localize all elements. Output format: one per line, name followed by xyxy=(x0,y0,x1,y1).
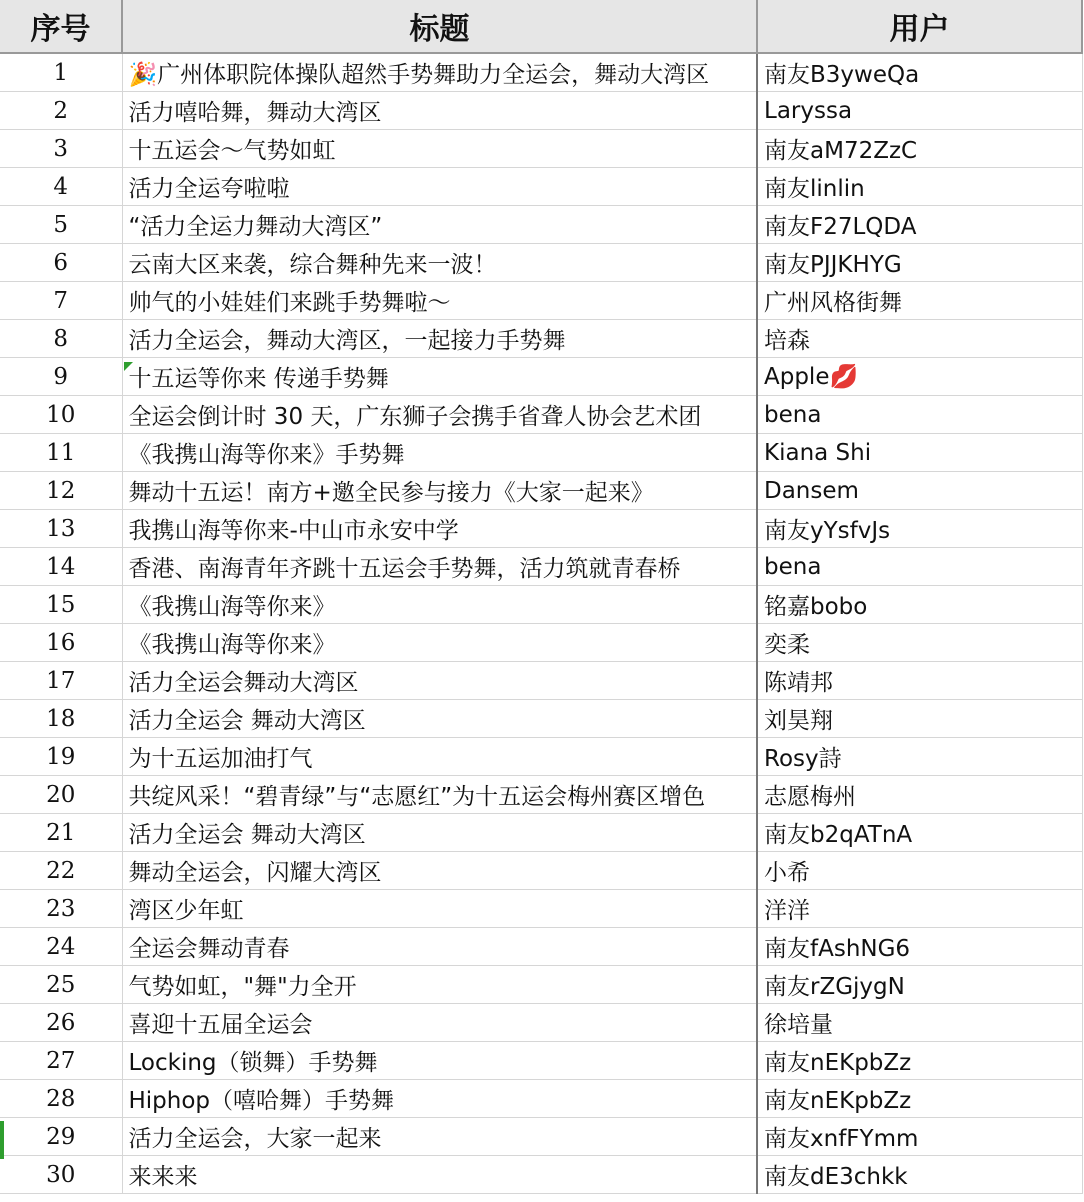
table-row[interactable] xyxy=(0,776,1082,814)
table-body xyxy=(0,53,1082,1194)
table-row[interactable] xyxy=(0,510,1082,548)
index-cell[interactable]: 26 xyxy=(0,1004,122,1042)
title-cell[interactable]: 气势如虹，"舞"力全开 xyxy=(122,966,757,1004)
table-row[interactable] xyxy=(0,92,1082,130)
table-row[interactable] xyxy=(0,53,1082,92)
index-cell[interactable]: 1 xyxy=(0,53,122,92)
table-row[interactable] xyxy=(0,738,1082,776)
title-cell[interactable]: 十五运等你来 传递手势舞 xyxy=(122,358,757,396)
index-cell[interactable]: 17 xyxy=(0,662,122,700)
title-cell[interactable]: 《我携山海等你来》 xyxy=(122,586,757,624)
header-title[interactable]: 标题 xyxy=(122,0,757,53)
user-cell[interactable]: 南友B3yweQa xyxy=(757,53,1082,92)
title-cell[interactable]: “活力全运力舞动大湾区” xyxy=(122,206,757,244)
user-cell[interactable]: 南友nEKpbZz xyxy=(757,1042,1082,1080)
table-row[interactable] xyxy=(0,396,1082,434)
index-cell[interactable]: 5 xyxy=(0,206,122,244)
user-cell[interactable]: 南友dE3chkk xyxy=(757,1156,1082,1194)
table-row[interactable] xyxy=(0,890,1082,928)
table-row[interactable] xyxy=(0,434,1082,472)
index-cell[interactable]: 2 xyxy=(0,92,122,130)
title-cell[interactable]: 来来来 xyxy=(122,1156,757,1194)
index-cell[interactable]: 10 xyxy=(0,396,122,434)
user-cell[interactable]: 南友linlin xyxy=(757,168,1082,206)
index-cell[interactable]: 18 xyxy=(0,700,122,738)
index-cell[interactable]: 12 xyxy=(0,472,122,510)
user-cell[interactable]: 奕柔 xyxy=(757,624,1082,662)
user-cell[interactable]: 南友F27LQDA xyxy=(757,206,1082,244)
table-row[interactable] xyxy=(0,624,1082,662)
title-cell[interactable]: 舞动全运会，闪耀大湾区 xyxy=(122,852,757,890)
user-cell[interactable]: 徐培量 xyxy=(757,1004,1082,1042)
title-cell[interactable]: 香港、南海青年齐跳十五运会手势舞，活力筑就青春桥 xyxy=(122,548,757,586)
user-cell[interactable]: 培森 xyxy=(757,320,1082,358)
table-row[interactable] xyxy=(0,130,1082,168)
title-cell[interactable]: Locking（锁舞）手势舞 xyxy=(122,1042,757,1080)
user-cell[interactable]: 南友b2qATnA xyxy=(757,814,1082,852)
title-cell[interactable]: 十五运会～气势如虹 xyxy=(122,130,757,168)
cell-comment-indicator[interactable] xyxy=(124,362,133,371)
user-cell[interactable]: 南友nEKpbZz xyxy=(757,1080,1082,1118)
title-cell[interactable]: Hiphop（嘻哈舞）手势舞 xyxy=(122,1080,757,1118)
title-cell[interactable]: 共绽风采！“碧青绿”与“志愿红”为十五运会梅州赛区增色 xyxy=(122,776,757,814)
title-cell[interactable]: 帅气的小娃娃们来跳手势舞啦～ xyxy=(122,282,757,320)
title-cell[interactable]: 全运会倒计时 30 天，广东狮子会携手省聋人协会艺术团 xyxy=(122,396,757,434)
user-cell[interactable]: Apple💋 xyxy=(757,358,1082,396)
user-cell[interactable]: bena xyxy=(757,396,1082,434)
user-cell[interactable]: Rosy詩 xyxy=(757,738,1082,776)
index-cell[interactable]: 22 xyxy=(0,852,122,890)
header-index[interactable]: 序号 xyxy=(0,0,122,53)
title-cell[interactable]: 活力全运会，大家一起来 xyxy=(122,1118,757,1156)
table-row[interactable] xyxy=(0,320,1082,358)
index-cell[interactable]: 20 xyxy=(0,776,122,814)
table-row[interactable] xyxy=(0,1042,1082,1080)
table-row[interactable] xyxy=(0,1080,1082,1118)
index-cell[interactable]: 29 xyxy=(0,1118,122,1156)
table-row[interactable] xyxy=(0,168,1082,206)
index-cell[interactable]: 9 xyxy=(0,358,122,396)
header-user[interactable]: 用户 xyxy=(757,0,1082,53)
title-cell[interactable]: 活力全运会 舞动大湾区 xyxy=(122,814,757,852)
index-cell[interactable]: 30 xyxy=(0,1156,122,1194)
title-cell[interactable]: 全运会舞动青春 xyxy=(122,928,757,966)
header-row xyxy=(0,0,1082,53)
table-row[interactable] xyxy=(0,244,1082,282)
title-cell[interactable]: 为十五运加油打气 xyxy=(122,738,757,776)
user-cell[interactable]: 广州风格街舞 xyxy=(757,282,1082,320)
user-cell[interactable]: 南友PJJKHYG xyxy=(757,244,1082,282)
user-cell[interactable]: Dansem xyxy=(757,472,1082,510)
user-cell[interactable]: Laryssa xyxy=(757,92,1082,130)
index-cell[interactable]: 13 xyxy=(0,510,122,548)
user-cell[interactable]: 铭嘉bobo xyxy=(757,586,1082,624)
title-cell[interactable]: 云南大区来袭，综合舞种先来一波！ xyxy=(122,244,757,282)
user-cell[interactable]: Kiana Shi xyxy=(757,434,1082,472)
index-cell[interactable]: 3 xyxy=(0,130,122,168)
index-cell[interactable]: 25 xyxy=(0,966,122,1004)
title-cell[interactable]: 活力全运会 舞动大湾区 xyxy=(122,700,757,738)
table-row[interactable] xyxy=(0,966,1082,1004)
table-row[interactable] xyxy=(0,472,1082,510)
user-cell[interactable]: 南友rZGjygN xyxy=(757,966,1082,1004)
table-row[interactable] xyxy=(0,852,1082,890)
user-cell[interactable]: 南友yYsfvJs xyxy=(757,510,1082,548)
table-row[interactable] xyxy=(0,548,1082,586)
index-cell[interactable]: 16 xyxy=(0,624,122,662)
table-row[interactable] xyxy=(0,814,1082,852)
user-cell[interactable]: 南友xnfFYmm xyxy=(757,1118,1082,1156)
index-cell[interactable]: 15 xyxy=(0,586,122,624)
user-cell[interactable]: 南友fAshNG6 xyxy=(757,928,1082,966)
table-row[interactable] xyxy=(0,1004,1082,1042)
index-cell[interactable]: 27 xyxy=(0,1042,122,1080)
table-row[interactable] xyxy=(0,1118,1082,1156)
title-cell[interactable]: 活力全运会，舞动大湾区，一起接力手势舞 xyxy=(122,320,757,358)
title-cell[interactable]: 喜迎十五届全运会 xyxy=(122,1004,757,1042)
user-cell[interactable]: 陈靖邦 xyxy=(757,662,1082,700)
index-cell[interactable]: 14 xyxy=(0,548,122,586)
table-row[interactable] xyxy=(0,928,1082,966)
index-cell[interactable]: 8 xyxy=(0,320,122,358)
table-row[interactable] xyxy=(0,358,1082,396)
user-cell[interactable]: 洋洋 xyxy=(757,890,1082,928)
table-row[interactable] xyxy=(0,700,1082,738)
table-row[interactable] xyxy=(0,1156,1082,1194)
user-cell[interactable]: 南友aM72ZzC xyxy=(757,130,1082,168)
title-cell[interactable]: 《我携山海等你来》 xyxy=(122,624,757,662)
index-cell[interactable]: 28 xyxy=(0,1080,122,1118)
row-selection-marker xyxy=(0,1121,4,1159)
table-row[interactable] xyxy=(0,206,1082,244)
title-cell[interactable]: 湾区少年虹 xyxy=(122,890,757,928)
index-cell[interactable]: 23 xyxy=(0,890,122,928)
user-cell[interactable]: bena xyxy=(757,548,1082,586)
title-cell[interactable]: 舞动十五运！南方+邀全民参与接力《大家一起来》 xyxy=(122,472,757,510)
title-cell[interactable]: 活力嘻哈舞，舞动大湾区 xyxy=(122,92,757,130)
index-cell[interactable]: 24 xyxy=(0,928,122,966)
table-row[interactable] xyxy=(0,662,1082,700)
index-cell[interactable]: 6 xyxy=(0,244,122,282)
table-row[interactable] xyxy=(0,586,1082,624)
title-cell[interactable]: 🎉广州体职院体操队超然手势舞助力全运会，舞动大湾区 xyxy=(122,53,757,92)
index-cell[interactable]: 11 xyxy=(0,434,122,472)
index-cell[interactable]: 21 xyxy=(0,814,122,852)
table-row[interactable] xyxy=(0,282,1082,320)
title-cell[interactable]: 活力全运会舞动大湾区 xyxy=(122,662,757,700)
user-cell[interactable]: 小希 xyxy=(757,852,1082,890)
index-cell[interactable]: 19 xyxy=(0,738,122,776)
title-cell[interactable]: 我携山海等你来-中山市永安中学 xyxy=(122,510,757,548)
index-cell[interactable]: 4 xyxy=(0,168,122,206)
index-cell[interactable]: 7 xyxy=(0,282,122,320)
title-cell[interactable]: 《我携山海等你来》手势舞 xyxy=(122,434,757,472)
user-cell[interactable]: 志愿梅州 xyxy=(757,776,1082,814)
user-cell[interactable]: 刘昊翔 xyxy=(757,700,1082,738)
title-cell[interactable]: 活力全运夸啦啦 xyxy=(122,168,757,206)
